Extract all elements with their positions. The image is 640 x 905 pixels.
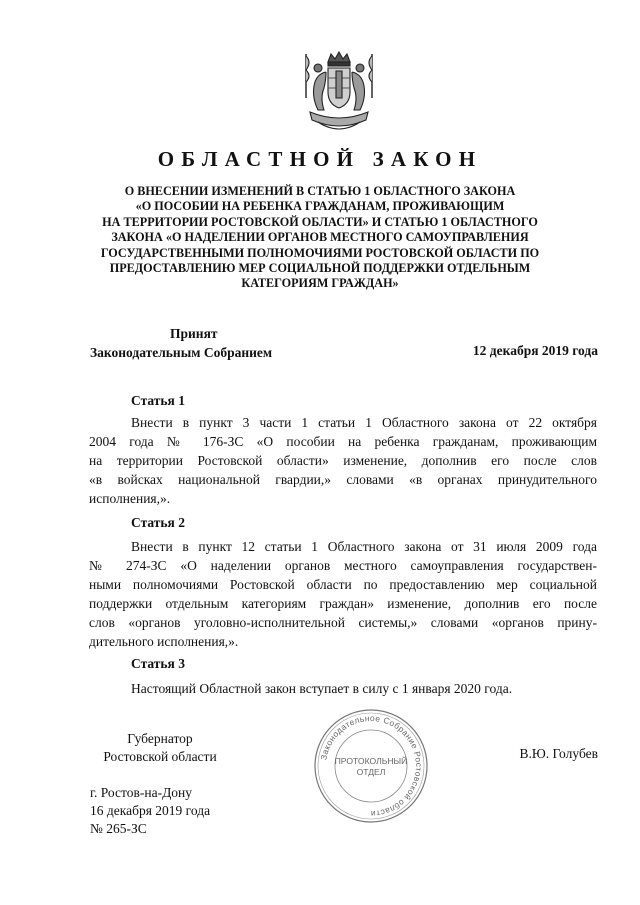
article-line: Внести в пункт 3 части 1 статьи 1 Областного закона от 22 октября	[131, 415, 597, 430]
issue-date: 16 декабря 2019 года	[90, 803, 211, 818]
stamp-center-text: ОТДЕЛ	[356, 767, 386, 777]
article-line: «в войсках национальной гвардии,» словами «в органах принудительного	[89, 472, 597, 487]
article-line: Настоящий Областной закон вступает в силу с 1 января 2020 года.	[131, 681, 513, 696]
subject-line: «О ПОСОБИИ НА РЕБЕНКА ГРАЖДАНАМ, ПРОЖИВАЮЩИМ	[135, 199, 505, 214]
subject-line: НА ТЕРРИТОРИИ РОСТОВСКОЙ ОБЛАСТИ» И СТАТЬЮ 1 ОБЛАСТНОГО	[102, 214, 538, 229]
issue-place: г. Ростов-на-Дону	[90, 785, 193, 800]
signatory-position-line: Ростовской области	[103, 749, 217, 764]
subject-line: О ВНЕСЕНИИ ИЗМЕНЕНИЙ В СТАТЬЮ 1 ОБЛАСТНОГО ЗАКОНА	[124, 184, 516, 198]
official-stamp	[312, 707, 430, 825]
article-body	[89, 413, 597, 508]
adoption-date: 12 декабря 2019 года	[472, 343, 598, 358]
subject-line: ПРЕДОСТАВЛЕНИЮ МЕР СОЦИАЛЬНОЙ ПОДДЕРЖКИ ОТДЕЛЬНЫМ	[109, 261, 531, 276]
article-line: дительного исполнения,».	[89, 634, 239, 649]
article-line: ными полномочиями Ростовской области по предоставлению мер социальной	[89, 577, 597, 592]
stamp-center-text: ПРОТОКОЛЬНЫЙ	[334, 756, 408, 766]
article-line: слов «органов уголовно-исполнительной системы,» словами «органов прину-	[89, 615, 597, 630]
article-heading: Статья 3	[131, 656, 185, 671]
article-line: 2004 года № 176-ЗС «О пособии на ребенка гражданам, проживающим	[89, 434, 597, 449]
adoption-label-line: Законодательным Собранием	[90, 345, 273, 360]
adoption-label	[90, 324, 290, 362]
signatory-name: В.Ю. Голубев	[519, 746, 598, 761]
signatory-position-line: Губернатор	[127, 731, 193, 746]
svg-text:Законодательное Собрание Росто	[318, 713, 424, 819]
article-line: поддержки отдельным категориям граждан» изменение, дополнив его после	[89, 596, 597, 611]
article-line: № 274-ЗС «О наделении органов местного самоуправления государствен-	[89, 558, 597, 573]
article-line: исполнения,».	[89, 491, 171, 506]
article-line: на территории Ростовской области» изменение, дополнив его после слов	[89, 453, 597, 468]
article-body	[89, 679, 597, 698]
article-body	[89, 537, 597, 651]
article-heading: Статья 1	[131, 393, 185, 408]
subject-line: ЗАКОНА «О НАДЕЛЕНИИ ОРГАНОВ МЕСТНОГО САМОУПРАВЛЕНИЯ	[111, 230, 529, 245]
adoption-label-line: Принят	[170, 326, 218, 341]
signatory-position	[90, 730, 230, 766]
issue-details	[90, 784, 210, 838]
stamp-ring-text: Законодательное Собрание Ростовской области	[318, 712, 425, 820]
article-line: Внести в пункт 12 статьи 1 Областного закона от 31 июля 2009 года	[131, 539, 597, 554]
law-subject	[80, 184, 560, 292]
law-number: № 265-ЗС	[90, 821, 147, 836]
article-heading: Статья 2	[131, 515, 185, 530]
coat-of-arms-emblem	[298, 48, 380, 138]
subject-line: ГОСУДАРСТВЕННЫМИ ПОЛНОМОЧИЯМИ РОСТОВСКОЙ ОБЛАСТИ ПО	[100, 245, 540, 260]
subject-line: КАТЕГОРИЯМ ГРАЖДАН»	[241, 276, 399, 291]
law-title: ОБЛАСТНОЙ ЗАКОН	[157, 147, 483, 171]
